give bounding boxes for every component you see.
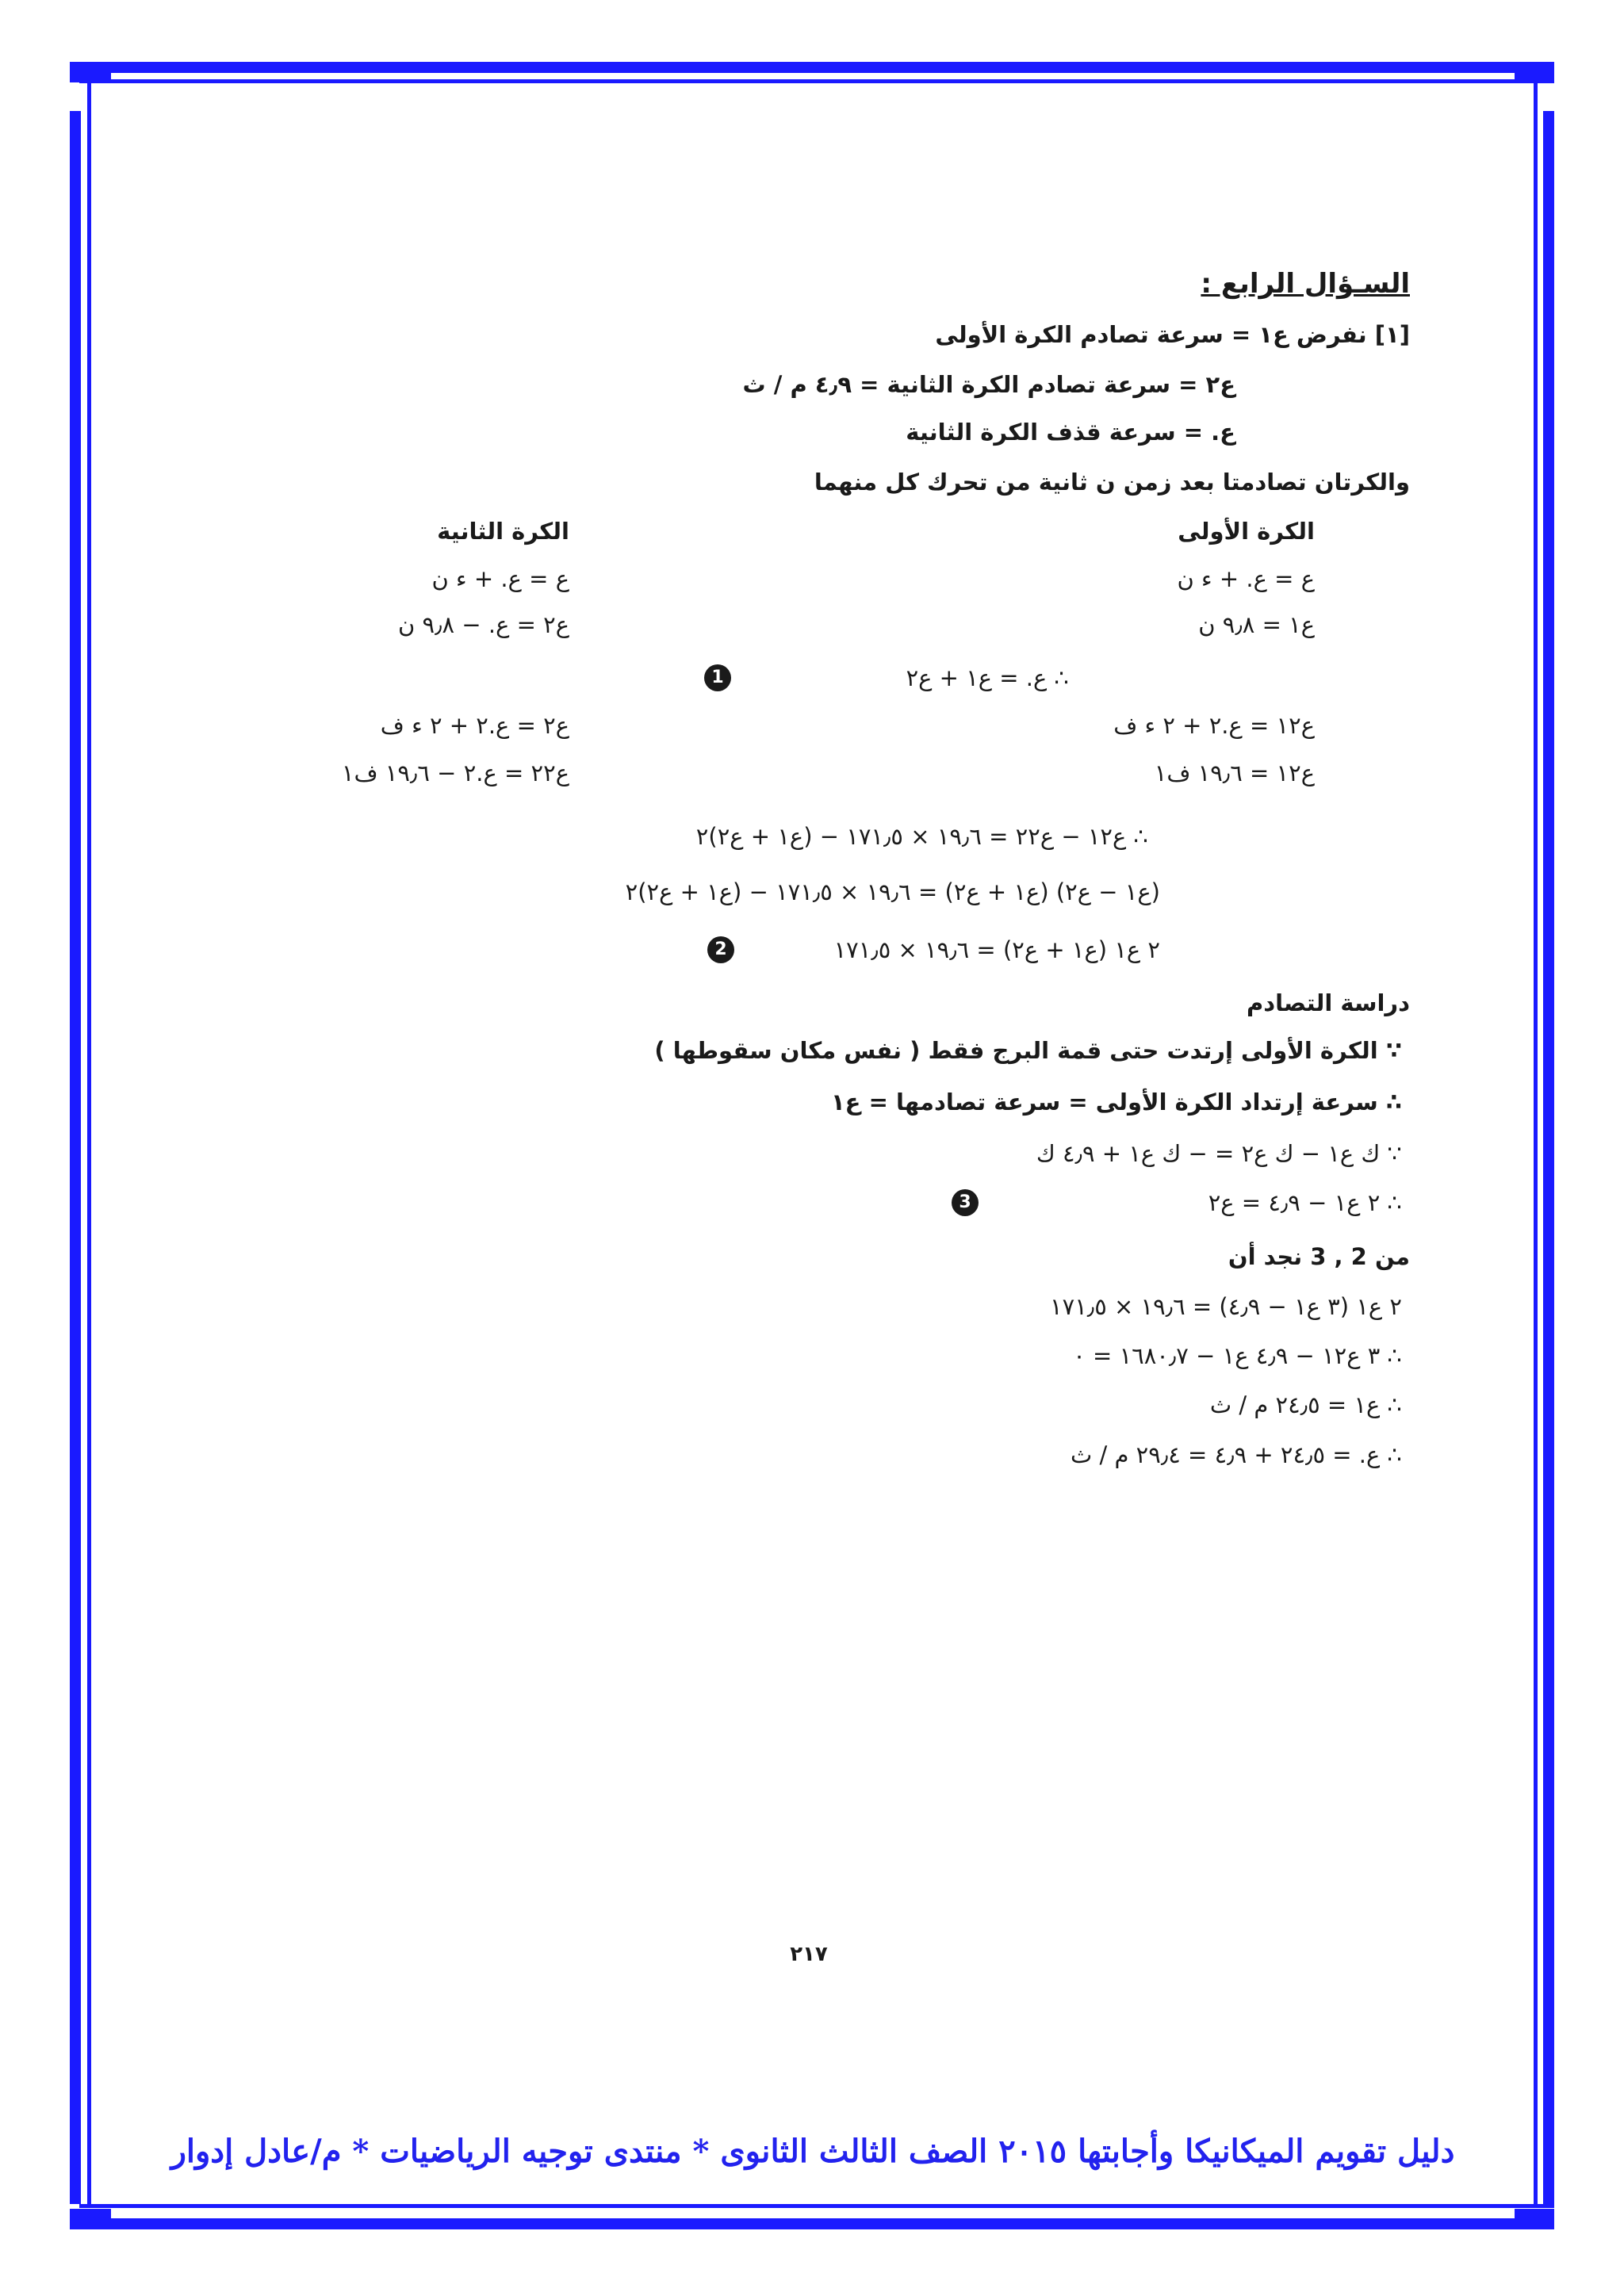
derivation-line-3: (ع١ − ع٢) (ع١ + ع٢) = ١٩٫٦ × ١٧١٫٥ − (ع١ + ع٢)٢ xyxy=(625,878,1160,905)
collision-line-4: ∴ ٢ ع١ − ٤٫٩ = ع٢ xyxy=(1208,1189,1402,1216)
ball2-eq-1: ع = ع. + ء ن xyxy=(431,565,569,592)
solve-line-2: ∴ ٣ ع١٢ − ٤٫٩ ع١ − ١٦٨٠٫٧ = ٠ xyxy=(1073,1342,1402,1369)
frame-corner-top-right xyxy=(1515,62,1554,82)
assumption-line-1: [١] نفرض ع١ = سرعة تصادم الكرة الأولى xyxy=(935,321,1410,348)
frame-top-border xyxy=(111,62,1515,73)
frame-corner-top-left xyxy=(70,62,111,82)
frame-corner-bottom-right xyxy=(1515,2209,1554,2229)
question-title: السـؤال الرابع : xyxy=(1201,268,1410,300)
frame-right-inner-border xyxy=(1534,79,1538,2208)
solve-line-3: ∴ ع١ = ٢٤٫٥ م / ث xyxy=(1209,1391,1402,1418)
solve-line-4: ∴ ع. = ٢٤٫٥ + ٤٫٩ = ٢٩٫٤ م / ث xyxy=(1070,1441,1402,1468)
ball2-heading: الكرة الثانية xyxy=(437,518,569,545)
ball2-eq-2: ع٢ = ع. − ٩٫٨ ن xyxy=(398,611,569,638)
frame-bottom-border xyxy=(111,2218,1515,2229)
ball1-eq-4: ع١٢ = ١٩٫٦ ف١ xyxy=(1154,760,1315,786)
ball2-eq-4: ع٢٢ = ع.٢ − ١٩٫٦ ف١ xyxy=(341,760,569,786)
frame-left-inner-border xyxy=(87,79,91,2208)
footer-caption: دليل تقويم الميكانيكا وأجابتها ٢٠١٥ الصف الثالث الثانوى * منتدى توجيه الرياضيات * م/عادل إدوار xyxy=(170,2133,1455,2170)
ball1-heading: الكرة الأولى xyxy=(1178,518,1315,545)
step-marker-1: 1 xyxy=(704,664,731,691)
frame-left-border xyxy=(70,111,81,2204)
intro-line: والكرتان تصادمتا بعد زمن ن ثانية من تحرك كل منهما xyxy=(814,469,1410,496)
frame-bottom-inner-border xyxy=(79,2204,1554,2208)
solve-heading: من 2 , 3 نجد أن xyxy=(1228,1243,1410,1270)
collision-line-3: ∵ ك ع١ − ك ع٢ = − ك ع١ + ٤٫٩ ك xyxy=(1036,1140,1402,1167)
derivation-line-1: ∴ ع. = ع١ + ع٢ xyxy=(906,664,1069,691)
ball1-eq-2: ع١ = ٩٫٨ ن xyxy=(1198,611,1315,638)
ball2-eq-3: ع٢ = ع.٢ + ٢ ء ف xyxy=(380,712,569,739)
step-marker-3: 3 xyxy=(952,1189,979,1216)
page-number: ٢١٧ xyxy=(790,1942,828,1966)
solve-line-1: ٢ ع١ (٣ ع١ − ٤٫٩) = ١٩٫٦ × ١٧١٫٥ xyxy=(1050,1293,1402,1320)
derivation-line-4: ٢ ع١ (ع١ + ع٢) = ١٩٫٦ × ١٧١٫٥ xyxy=(833,936,1160,963)
assumption-line-2: ع٢ = سرعة تصادم الكرة الثانية = ٤٫٩ م / ث xyxy=(742,371,1235,398)
collision-heading: دراسة التصادم xyxy=(1247,989,1410,1016)
step-marker-2: 2 xyxy=(707,936,734,963)
frame-top-inner-border xyxy=(79,79,1554,83)
frame-right-border xyxy=(1543,111,1554,2204)
assumption-line-3: ع. = سرعة قذف الكرة الثانية xyxy=(906,419,1235,446)
collision-line-1: ∵ الكرة الأولى إرتدت حتى قمة البرج فقط ( نفس مكان سقوطها ) xyxy=(654,1037,1402,1064)
frame-corner-bottom-left xyxy=(70,2209,111,2229)
ball1-eq-3: ع١٢ = ع.٢ + ٢ ء ف xyxy=(1113,712,1315,739)
derivation-line-2: ∴ ع١٢ − ع٢٢ = ١٩٫٦ × ١٧١٫٥ − (ع١ + ع٢)٢ xyxy=(695,823,1148,850)
collision-line-2: ∴ سرعة إرتداد الكرة الأولى = سرعة تصادمها = ع١ xyxy=(830,1089,1402,1115)
ball1-eq-1: ع = ع. + ء ن xyxy=(1177,565,1315,592)
